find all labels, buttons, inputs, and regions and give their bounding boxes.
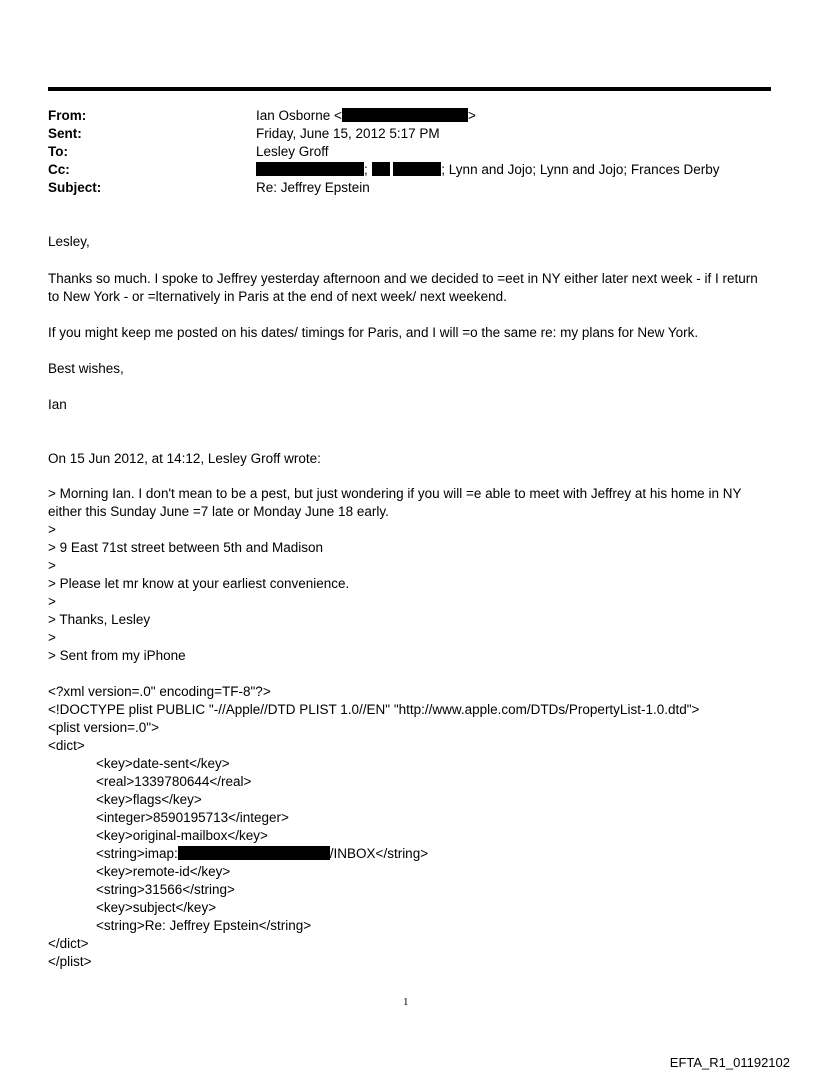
from-label: From: bbox=[48, 108, 87, 123]
redaction-box bbox=[342, 108, 468, 122]
xml-plist-open: <plist version=.0"> bbox=[48, 720, 159, 735]
subject-value: Re: Jeffrey Epstein bbox=[256, 180, 370, 195]
greeting: Lesley, bbox=[48, 234, 90, 249]
xml-doctype: <!DOCTYPE plist PUBLIC "-//Apple//DTD PLIST 1.0//EN" "http://www.apple.com/DTDs/PropertyList-1.0.dtd"> bbox=[48, 702, 700, 717]
cc-label: Cc: bbox=[48, 162, 70, 177]
quote-line: > Sent from my iPhone bbox=[48, 648, 186, 663]
xml-value: <real>1339780644</real> bbox=[96, 774, 252, 789]
redaction-box bbox=[178, 846, 330, 860]
redaction-box bbox=[372, 162, 390, 176]
quote-line: > Thanks, Lesley bbox=[48, 612, 151, 627]
quote-line: > Morning Ian. I don't mean to be a pest, but just wondering if you will =e able to meet with Jeffrey at his home in NY bbox=[48, 486, 742, 501]
cc-sep: ; bbox=[364, 162, 368, 177]
header-rule bbox=[48, 87, 771, 91]
xml-value: <string>Re: Jeffrey Epstein</string> bbox=[96, 918, 312, 933]
xml-declaration: <?xml version=.0" encoding=TF-8"?> bbox=[48, 684, 271, 699]
subject-label: Subject: bbox=[48, 180, 102, 195]
quote-line: > 9 East 71st street between 5th and Madison bbox=[48, 540, 324, 555]
sent-label: Sent: bbox=[48, 126, 82, 141]
quote-line: > bbox=[48, 522, 56, 537]
xml-key: <key>date-sent</key> bbox=[96, 756, 230, 771]
xml-value-end: /INBOX</string> bbox=[329, 846, 429, 861]
xml-dict-close: </dict> bbox=[48, 936, 89, 951]
para1-line1: Thanks so much. I spoke to Jeffrey yesterday afternoon and we decided to =eet in NY either later next week - if I return bbox=[48, 271, 758, 286]
redaction-box bbox=[393, 162, 441, 176]
xml-key: <key>original-mailbox</key> bbox=[96, 828, 268, 843]
quote-line: > bbox=[48, 630, 56, 645]
document-id: EFTA_R1_01192102 bbox=[669, 1055, 790, 1070]
para2: If you might keep me posted on his dates/ timings for Paris, and I will =o the same re: my plans for New York. bbox=[48, 325, 699, 340]
quote-line: > bbox=[48, 558, 56, 573]
quote-line: either this Sunday June =7 late or Monday June 18 early. bbox=[48, 504, 389, 519]
xml-plist-close: </plist> bbox=[48, 954, 92, 969]
quote-intro: On 15 Jun 2012, at 14:12, Lesley Groff wrote: bbox=[48, 451, 321, 466]
xml-dict-open: <dict> bbox=[48, 738, 85, 753]
page-number: 1 bbox=[403, 996, 409, 1008]
sent-value: Friday, June 15, 2012 5:17 PM bbox=[256, 126, 440, 141]
xml-key: <key>flags</key> bbox=[96, 792, 202, 807]
from-name: Ian Osborne < bbox=[256, 108, 342, 123]
closing: Best wishes, bbox=[48, 361, 124, 376]
xml-value: <string>31566</string> bbox=[96, 882, 235, 897]
cc-value bbox=[256, 162, 719, 177]
to-value: Lesley Groff bbox=[256, 144, 329, 159]
xml-key: <key>subject</key> bbox=[96, 900, 217, 915]
quote-line: > bbox=[48, 594, 56, 609]
redaction-box bbox=[256, 162, 364, 176]
quote-line: > Please let mr know at your earliest convenience. bbox=[48, 576, 350, 591]
from-end: > bbox=[467, 108, 476, 123]
cc-rest: ; Lynn and Jojo; Lynn and Jojo; Frances Derby bbox=[441, 162, 720, 177]
para1-line2: to New York - or =lternatively in Paris at the end of next week/ next weekend. bbox=[48, 289, 507, 304]
xml-value-mailbox bbox=[96, 845, 428, 863]
to-label: To: bbox=[48, 144, 68, 159]
xml-value-start: <string>imap: bbox=[96, 846, 178, 861]
from-value bbox=[256, 108, 476, 123]
signature: Ian bbox=[48, 397, 67, 412]
xml-value: <integer>8590195713</integer> bbox=[96, 810, 289, 825]
xml-key: <key>remote-id</key> bbox=[96, 864, 231, 879]
